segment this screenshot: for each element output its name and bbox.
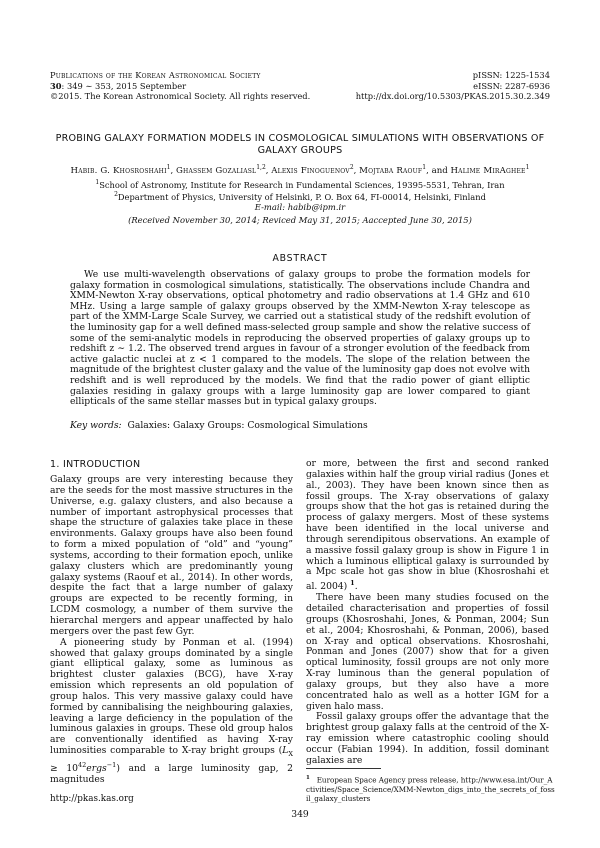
submission-dates: (Received November 30, 2014; Reviced May 31, 2015; Aaccepted June 30, 2015) xyxy=(128,215,472,225)
paragraph: Fossil galaxy groups offer the advantage that the brightest group galaxy falls at the centroid of the X-ray emission where catastrophic cooling should occur (Fabian 1994). In addition, fossil dominant galaxies are xyxy=(306,711,549,766)
author-name: Habib. G. Khosroshahi xyxy=(70,165,167,176)
email-line xyxy=(40,202,560,212)
author-affil-mark: 1,2 xyxy=(256,164,266,171)
paragraph: Galaxy groups are very interesting because they are the seeds for the most massive structures in the Universe, e.g. galaxy clusters, and also because a number of important astrophysical processes that shape the structure of galaxies take place in these environments. Galaxy groups have also been found to form a mixed population of “old” and “young” systems, according to their formation epoch, unlike galaxy clusters which are predominantly young galaxy systems (Raouf et al., 2014). In other words, despite the fact that a large number of galaxy groups are expected to be recently forming, in LCDM cosmology, a number of them survive the hierarchal mergers and appear unaffected by halo mergers over the past few Gyr. xyxy=(50,474,293,637)
paragraph-text: ) and a large luminosity gap, 2 magnitudes xyxy=(50,762,294,785)
math-exponent: −1 xyxy=(106,760,117,769)
footnote-divider xyxy=(306,768,381,769)
math-text: ≥ 10 xyxy=(50,762,79,774)
affiliation xyxy=(40,178,560,190)
affiliation-list xyxy=(40,178,560,203)
left-column xyxy=(50,475,293,786)
paragraph: There have been many studies focused on the detailed characterisation and properties of fossil groups (Khosroshahi, Jones, & Ponman, 2004; Sun et al., 2004; Khosroshahi, & Ponman, 2006), based on X-ray and optical observations. Khosroshahi, Ponman and Jones (2007) show that for a given optical luminosity, fossil groups are not only more X-ray luminous than the general population of galaxy groups, but they also have a more concentrated halo as well as a hotter IGM for a given halo mass. xyxy=(306,592,549,712)
keywords-label: Key words: xyxy=(70,420,122,431)
pissn: pISSN: 1225-1534 xyxy=(472,70,550,80)
doi-link[interactable]: http://dx.doi.org/10.5303/PKAS.2015.30.2.349 xyxy=(355,91,550,101)
email-label: E-mail: xyxy=(254,202,286,212)
title-line-2: GALAXY GROUPS xyxy=(257,145,343,156)
affiliation-text: School of Astronomy, Institute for Research in Fundamental Sciences, 19395-5531, Tehran, Iran xyxy=(99,179,505,190)
journal-url[interactable]: http://pkas.kas.org xyxy=(50,794,134,804)
math-subscript: X xyxy=(288,749,293,758)
running-header-right xyxy=(356,70,550,102)
volume-number: 30 xyxy=(50,80,62,91)
right-column xyxy=(306,459,549,767)
running-header-left xyxy=(50,70,310,102)
paper-title xyxy=(40,133,560,157)
math-exponent: 42 xyxy=(78,760,87,769)
math-symbol: L xyxy=(282,745,289,757)
affiliation xyxy=(40,190,560,202)
author-affil-mark: 2 xyxy=(349,164,354,171)
keywords-text: Galaxies: Galaxy Groups: Cosmological Simulations xyxy=(127,420,368,431)
journal-name: Publications of the Korean Astronomical Society xyxy=(50,70,261,80)
author-affil-mark: 1 xyxy=(525,164,530,171)
section-heading-introduction: 1. INTRODUCTION xyxy=(50,459,141,470)
paragraph-text: or more, between the first and second ranked galaxies within half the group virial radius (Jones et al., 2003). They have been known since then as fossil groups. The X-ray observations of galaxy groups show that the hot gas is retained during the process of galaxy mergers. Most of these systems have been identified in the local universe and through serendipitous observations. An example of a massive fossil galaxy group is show in Figure 1 in which a luminous elliptical galaxy is surrounded by a Mpc scale hot gas show in blue (Khosroshahi et al. 2004) xyxy=(306,458,549,593)
footnote-ref[interactable]: 1 xyxy=(350,579,355,588)
author-affil-mark: 1 xyxy=(422,164,427,171)
email-address[interactable]: habib@ipm.ir xyxy=(287,202,346,212)
author-separator: , xyxy=(265,165,272,176)
author-separator: , xyxy=(353,165,360,176)
footnote-text[interactable]: European Space Agency press release, http://www.esa.int/Our_Activities/Space_Science/XMM-Newton_digs_into_the_secrets_of_fossil_galaxy_clusters xyxy=(306,775,555,803)
author-name: Ghassem Gozaliasl xyxy=(175,165,257,176)
footnote xyxy=(306,774,556,803)
paragraph: or more, between the first and second ranked galaxies within half the group virial radius (Jones et al., 2003). They have been known since then as fossil groups. The X-ray observations of galaxy groups show that the hot gas is retained during the process of galaxy mergers. Most of these systems have been identified in the local universe and through serendipitous observations. An example of a massive fossil galaxy group is show in Figure 1 in which a luminous elliptical galaxy is surrounded by a Mpc scale hot gas show in blue (Khosroshahi et al. 2004) $^1$. xyxy=(306,458,549,593)
affiliation-text: Department of Physics, University of Helsinki, P. O. Box 64, FI-00014, Helsinki, Finland xyxy=(117,192,486,203)
author-name: Mojtaba Raouf xyxy=(359,165,423,176)
eissn: eISSN: 2287-6936 xyxy=(473,80,550,91)
keywords-line xyxy=(70,420,530,431)
math-unit: ergs xyxy=(86,762,107,774)
author-separator: , xyxy=(170,165,176,176)
affiliation-mark: 2 xyxy=(114,191,118,199)
paragraph xyxy=(50,638,293,786)
author-separator: , and xyxy=(426,165,451,176)
title-line-1: PROBING GALAXY FORMATION MODELS IN COSMOLOGICAL SIMULATIONS WITH OBSERVATIONS OF xyxy=(55,133,545,144)
author-affil-mark: 1 xyxy=(166,164,171,171)
affiliation-mark: 1 xyxy=(95,179,100,186)
pages-date: : 349 ∼ 353, 2015 September xyxy=(61,80,187,91)
page-number: 349 xyxy=(291,809,309,820)
paragraph-text: A pioneering study by Ponman et al. (1994) showed that galaxy groups dominated by a single giant elliptical galaxy, some as luminous as brightest cluster galaxies (BCG), have X-ray emission which represents an old population of group halos. This very massive galaxy could have formed by cannibalising the neighbouring galaxies, leaving a large deficiency in the population of the luminous galaxies in groups. These old group halos are conventionally identified as having X-ray luminosities comparable to X-ray bright groups ( xyxy=(50,636,293,757)
abstract-heading: ABSTRACT xyxy=(272,253,328,264)
abstract-text: We use multi-wavelength observations of galaxy groups to probe the formation models for galaxy formation in cosmological simulations, statistically. The observations include Chandra and XMM-Newton X-ray observations, optical photometry and radio observations at 1.4 GHz and 610 MHz. Using a large sample of galaxy groups observed by the XMM-Newton X-ray telescope as part of the XMM-Large Scale Survey, we carried out a statistical study of the redshift evolution of the luminosity gap for a well defined mass-selected group sample and show the relative success of some of the semi-analytic models in reproducing the observed properties of galaxy groups up to redshift z ∼ 1.2. The observed trend argues in favour of a stronger evolution of the feedback from active galactic nuclei at z < 1 compared to the models. The slope of the relation between the magnitude of the brightest cluster galaxy and the value of the luminosity gap does not evolve with redshift and is well reproduced by the models. We find that the radio power of giant elliptic galaxies residing in galaxy groups with a large luminosity gap are lower compared to giant ellipticals of the same stellar masses but in typical galaxy groups. xyxy=(70,269,530,408)
author-name: Halime MirAghee xyxy=(450,165,526,176)
copyright-line: ©2015. The Korean Astronomical Society. All rights reserved. xyxy=(50,91,311,101)
author-list xyxy=(40,164,560,176)
author-name: Alexis Finoguenov xyxy=(271,165,350,176)
footnote-mark: 1 xyxy=(306,775,310,781)
volume-line xyxy=(50,81,310,92)
